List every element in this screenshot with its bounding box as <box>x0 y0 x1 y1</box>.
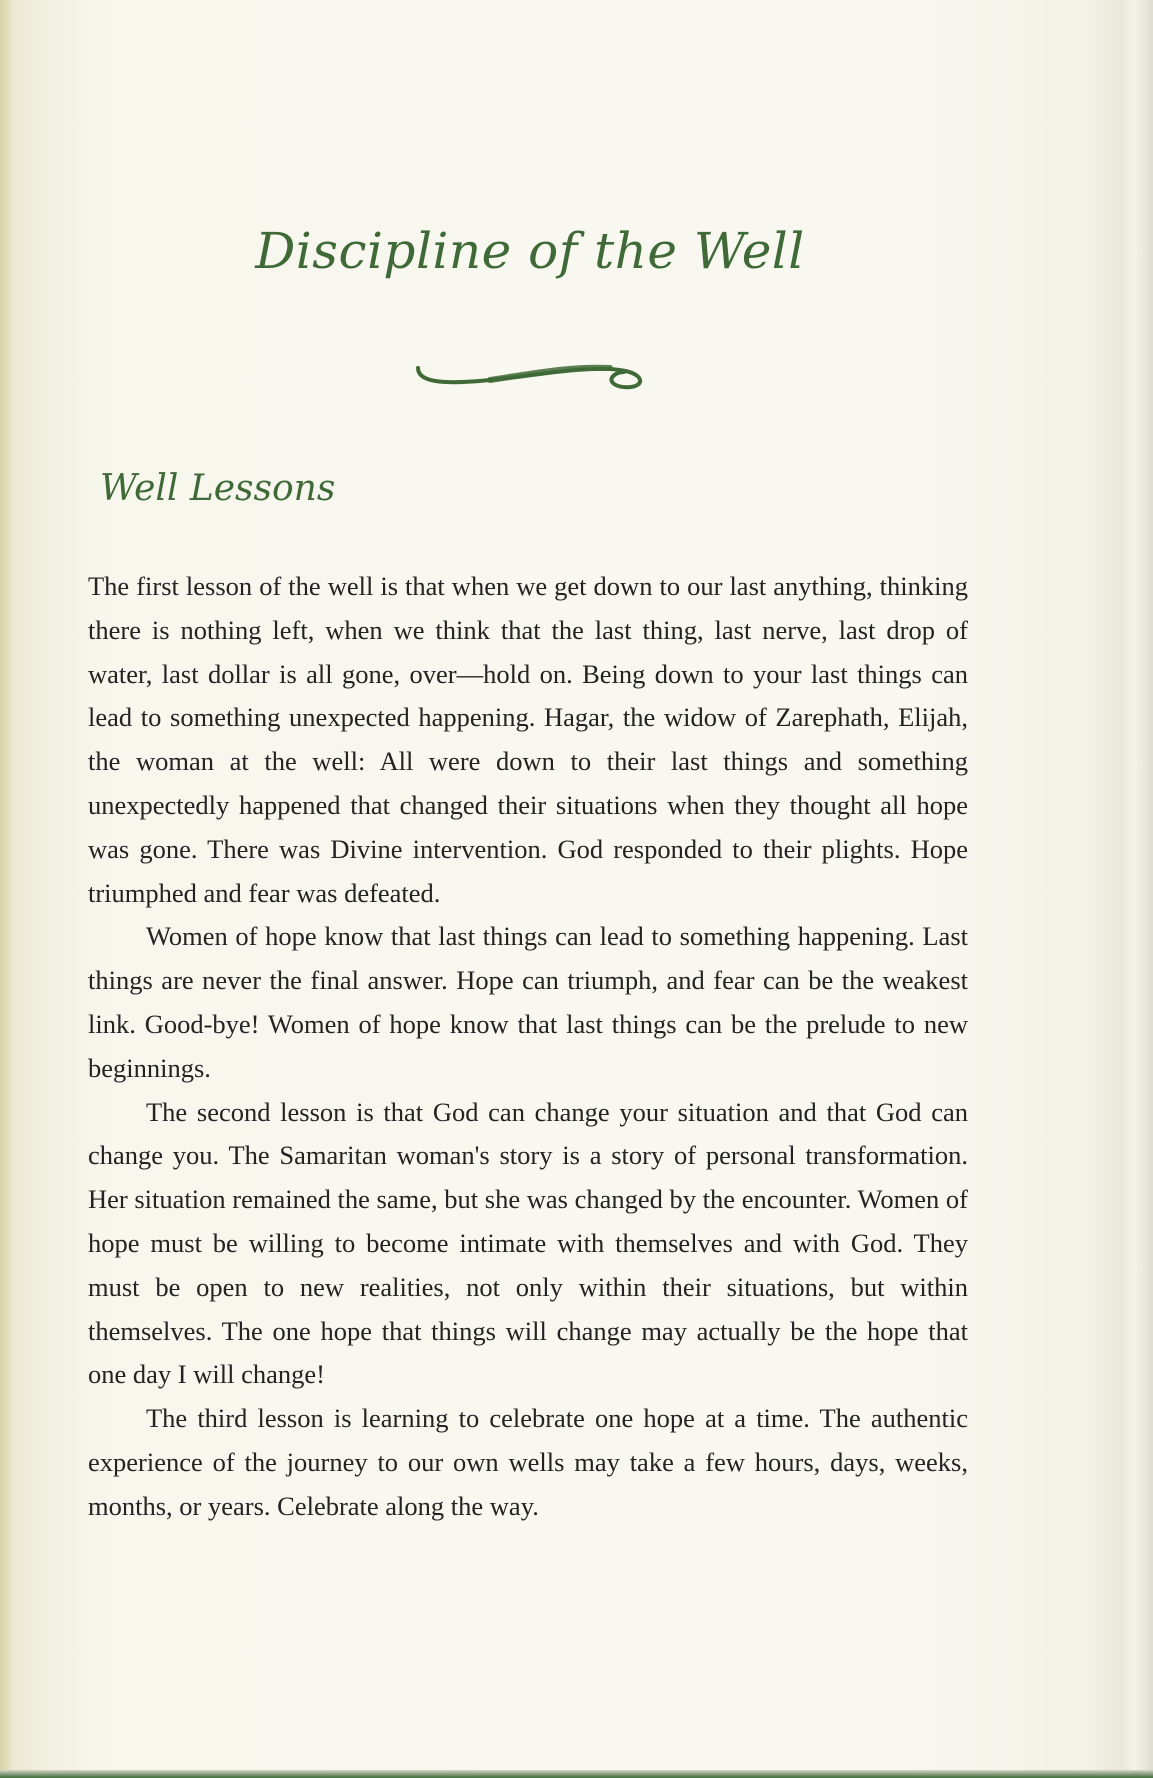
body-text <box>88 565 968 1529</box>
chapter-title: Discipline of the Well <box>255 222 805 280</box>
paragraph-1: The first lesson of the well is that when we get down to our last anything, thinking there is nothing left, when we think that the last thing, last nerve, last drop of water, last dollar is all gone, over—hold on. Being down to your last things can lead to something unexpected happening. Hagar, the widow of Zarephath, Elijah, the woman at the well: All were down to their last things and something unexpectedly happened that changed their situations when they thought all hope was gone. There was Divine intervention. God responded to their plights. Hope triumphed and fear was defeated. <box>88 571 968 908</box>
paragraph-4: The third lesson is learning to celebrate one hope at a time. The authentic experience of the journey to our own wells may take a few hours, days, weeks, months, or years. Celebrate along the way. <box>88 1403 968 1521</box>
page-bottom-edge <box>0 1770 1153 1778</box>
paragraph-2: Women of hope know that last things can lead to something happening. Last things are never the final answer. Hope can triumph, and fear can be the weakest link. Good-bye! Women of hope know that last things can be the prelude to new beginnings. <box>88 921 968 1083</box>
section-heading: Well Lessons <box>100 468 336 509</box>
paragraph-3: The second lesson is that God can change your situation and that God can change you. The Samaritan woman's story is a story of personal transformation. Her situation remained the same, but she was changed by the encounter. Women of hope must be willing to become intimate with themselves and with God. They must be open to new realities, not only within their situations, but within themselves. The one hope that things will change may actually be the hope that one day I will change! <box>88 1096 968 1390</box>
swash-divider-icon <box>410 350 660 400</box>
